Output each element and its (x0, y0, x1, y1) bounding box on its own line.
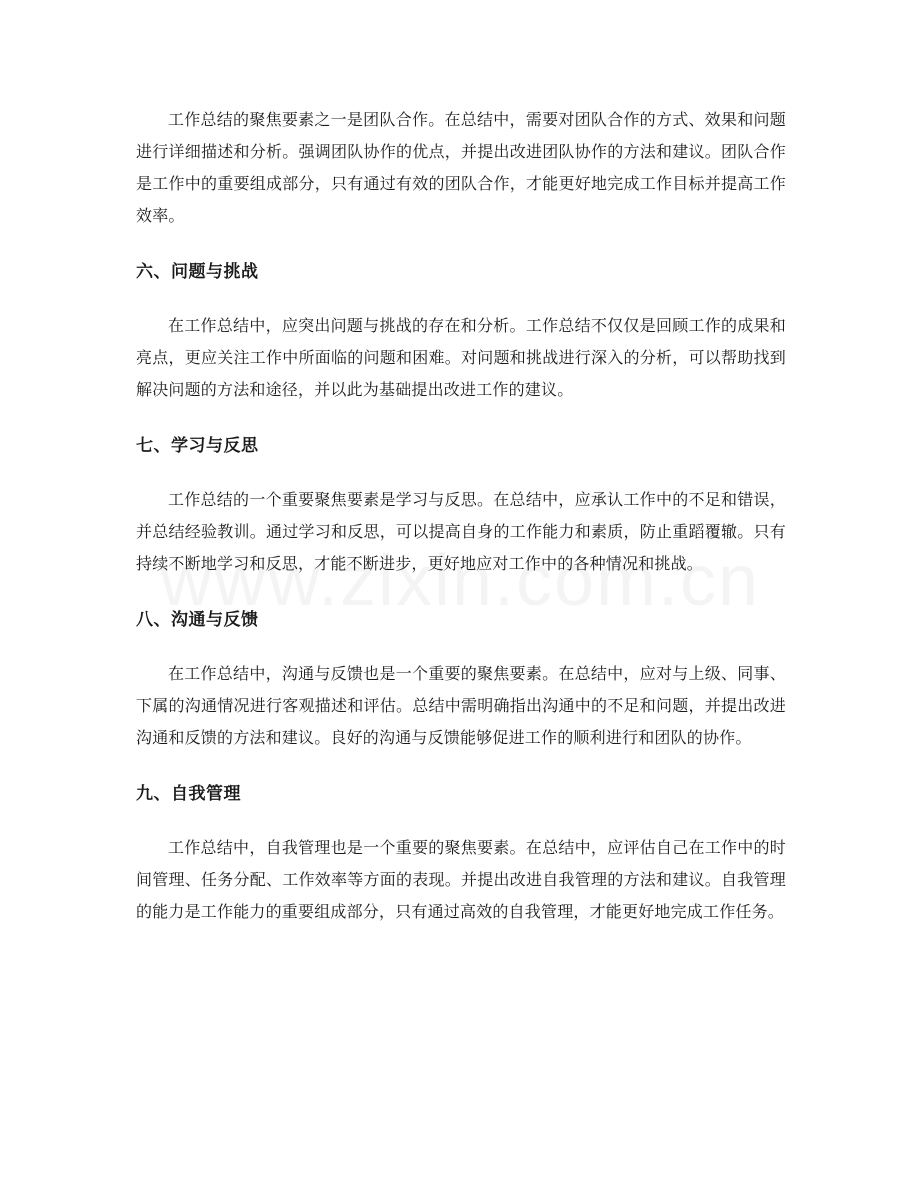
spacer (136, 754, 786, 778)
section-heading-learning: 七、学习与反思 (136, 436, 259, 456)
spacer (136, 462, 786, 484)
section-heading-communication: 八、沟通与反馈 (136, 610, 259, 630)
section-paragraph-learning: 工作总结的一个重要聚焦要素是学习与反思。在总结中，应承认工作中的不足和错误，并总结经验教训。通过学习和反思，可以提高自身的工作能力和素质，防止重蹈覆辙。只有持续不断地学习和反思，才能不断进步，更好地应对工作中的各种情况和挑战。 (136, 490, 786, 573)
spacer (136, 636, 786, 658)
spacer (136, 810, 786, 832)
document-body (136, 104, 786, 928)
spacer (136, 406, 786, 430)
section-paragraph-problems: 在工作总结中，应突出问题与挑战的存在和分析。工作总结不仅仅是回顾工作的成果和亮点，更应关注工作中所面临的问题和困难。对问题和挑战进行深入的分析，可以帮助找到解决问题的方法和途径，并以此为基础提出改进工作的建议。 (136, 316, 786, 399)
spacer (136, 232, 786, 256)
spacer (136, 580, 786, 604)
section-heading-problems: 六、问题与挑战 (136, 262, 259, 282)
section-paragraph-communication: 在工作总结中，沟通与反馈也是一个重要的聚焦要素。在总结中，应对与上级、同事、下属的沟通情况进行客观描述和评估。总结中需明确指出沟通中的不足和问题，并提出改进沟通和反馈的方法和建议。良好的沟通与反馈能够促进工作的顺利进行和团队的协作。 (136, 664, 786, 747)
spacer (136, 288, 786, 310)
section-paragraph-self-management: 工作总结中，自我管理也是一个重要的聚焦要素。在总结中，应评估自己在工作中的时间管理、任务分配、工作效率等方面的表现。并提出改进自我管理的方法和建议。自我管理的能力是工作能力的重要组成部分，只有通过高效的自我管理，才能更好地完成工作任务。 (136, 838, 786, 921)
section-heading-self-management: 九、自我管理 (136, 784, 241, 804)
intro-paragraph: 工作总结的聚焦要素之一是团队合作。在总结中，需要对团队合作的方式、效果和问题进行详细描述和分析。强调团队协作的优点，并提出改进团队协作的方法和建议。团队合作是工作中的重要组成部分，只有通过有效的团队合作，才能更好地完成工作目标并提高工作效率。 (136, 110, 786, 225)
